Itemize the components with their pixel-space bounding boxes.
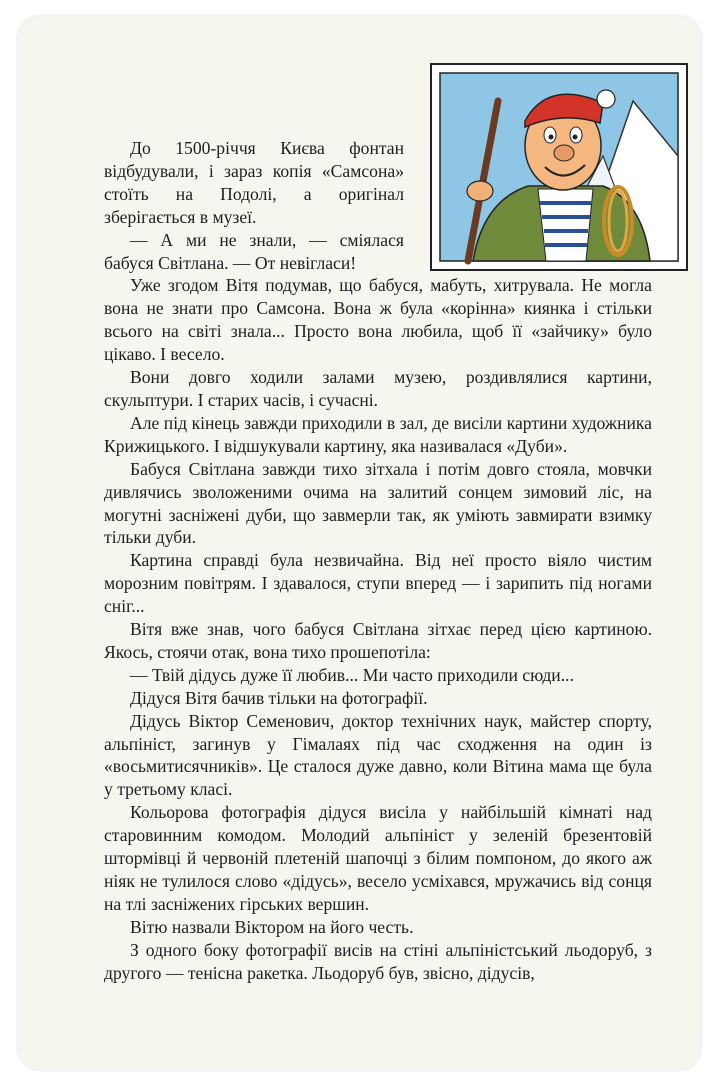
paragraph: — А ми не знали, — сміялася бабуся Світлана. — От невігласи! [104,229,404,273]
paragraph: Бабуся Світлана завжди тихо зітхала і потім довго стояла, мовчки дивлячись зволоженими очима на залитий сонцем зимовий ліс, на могутні засніжені дуби, що завмерли так, як уміють завмирати взимку тільки дуби. [104,458,652,548]
story-text [104,137,652,985]
book-page [18,16,701,1070]
paragraph: З одного боку фотографії висів на стіні альпіністський льодоруб, з другого — тенісна ракетка. Льодоруб був, звісно, дідусів, [104,939,652,983]
paragraph: Вони довго ходили залами музею, роздивлялися картини, скульптури. І старих часів, і сучасні. [104,367,652,410]
paragraph: Уже згодом Вітя подумав, що бабуся, мабуть, хитрувала. Не могла вона не знати про Самсона. Вона ж була «корінна» киянка і стільки всього на світі знала... Просто вона любила, щоб її «зайчику» було цікаво. І весело. [104,275,652,365]
paragraph: Дідуся Вітя бачив тільки на фотографії. [130,687,428,708]
paragraph: Картина справді була незвичайна. Від неї просто віяло чистим морозним повітрям. І здавалося, ступи вперед — і зарипить під ногами сніг... [104,550,652,617]
paragraph: Дідусь Віктор Семенович, доктор технічних наук, майстер спорту, альпініст, загинув у Гімалаях під час сходження на один із «восьмитисячників». Це сталося дуже давно, коли Вітина мама ще була у третьому класі. [104,710,652,800]
paragraph: — Твій дідусь дуже її любив... Ми часто приходили сюди... [130,664,574,685]
paragraph: Але під кінець завжди приходили в зал, де висіли картини художника Крижицького. І відшукували картину, яка називалася «Дуби». [104,412,652,456]
paragraph: Вітя вже знав, чого бабуся Світлана зітхає перед цією картиною. Якось, стоячи отак, вона тихо прошепотіла: [104,619,652,662]
paragraph: До 1500-річчя Києва фонтан відбудували, і зараз копія «Самсона» стоїть на Подолі, а оригінал зберігається в музеї. [104,138,404,227]
paragraph: Кольорова фотографія дідуся висіла у найбільшій кімнаті над старовинним комодом. Молодий альпініст у зеленій брезентовій штормівці й червоній плетеній шапочці з білим помпоном, до якого аж ніяк не тулилося слово «дідусь», весело усміхався, мружачись від сонця на тлі засніжених гірських вершин. [104,802,652,914]
paragraph: Вітю назвали Віктором на його честь. [130,916,414,937]
